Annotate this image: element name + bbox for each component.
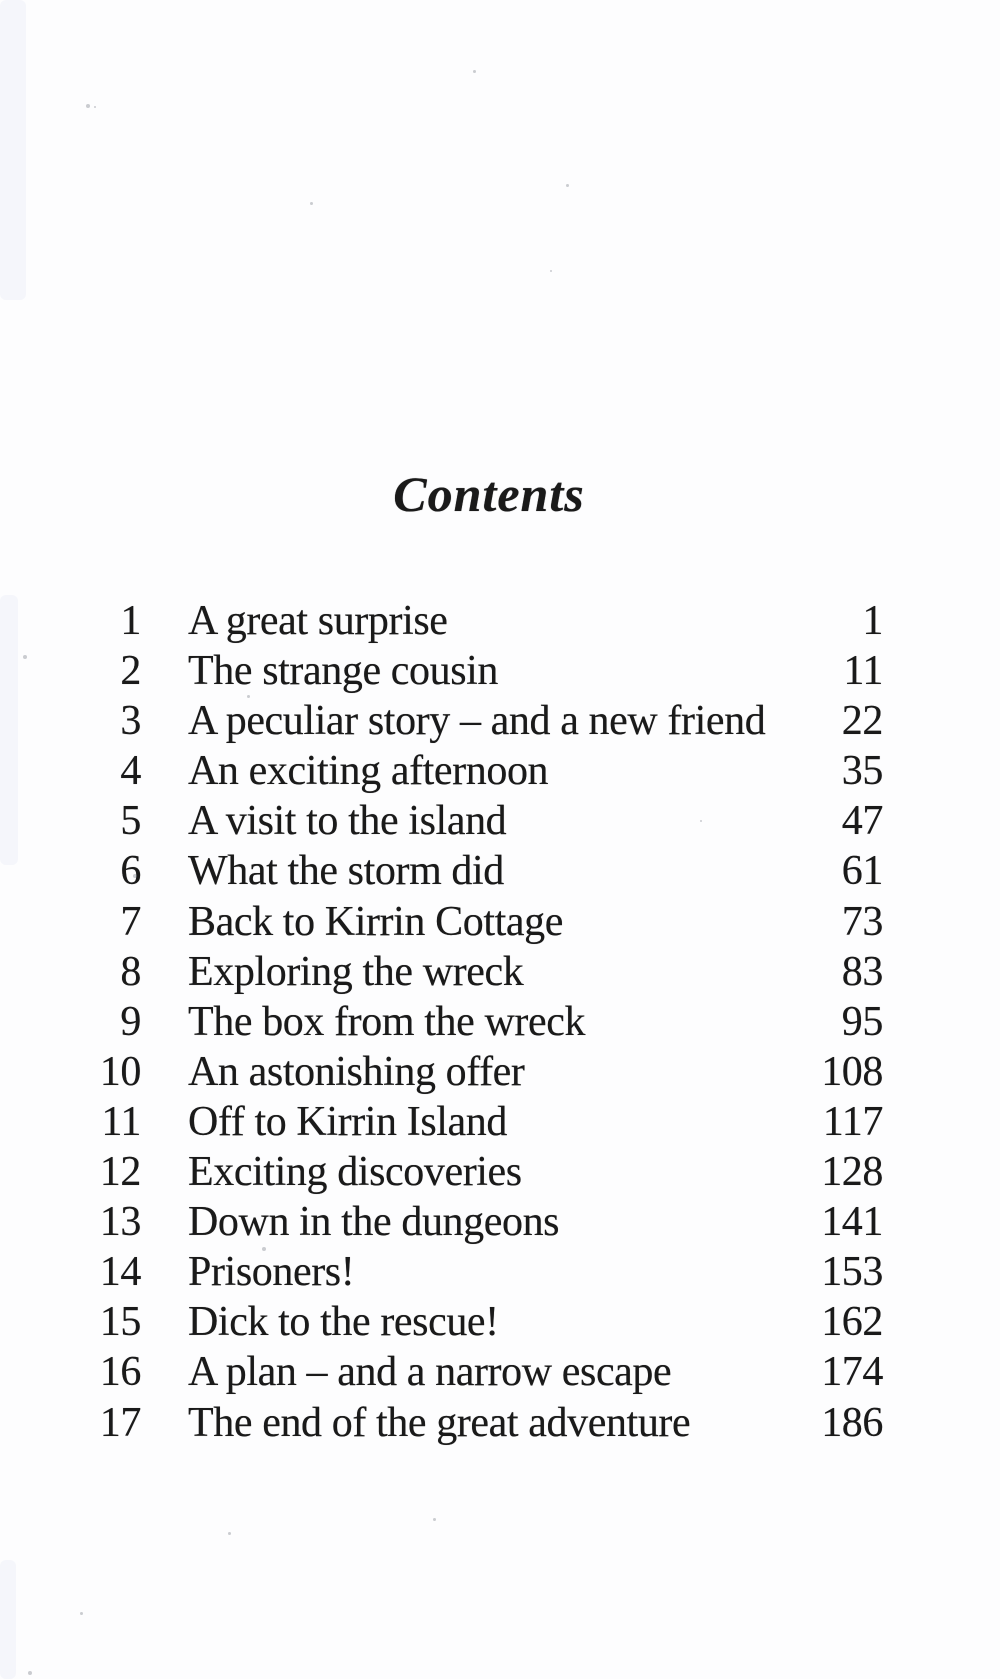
chapter-title: A plan – and a narrow escape [188, 1349, 672, 1396]
toc-row [80, 1297, 883, 1347]
chapter-number: 12 [99, 1149, 141, 1196]
scan-speck [550, 270, 552, 272]
chapter-title: Off to Kirrin Island [188, 1098, 507, 1145]
chapter-number: 3 [120, 698, 141, 745]
chapter-title: The end of the great adventure [188, 1399, 691, 1446]
chapter-title: A peculiar story – and a new friend [188, 698, 766, 745]
chapter-number: 11 [101, 1098, 141, 1145]
chapter-page-number: 83 [841, 948, 883, 995]
toc-row [80, 1147, 883, 1197]
chapter-title: An exciting afternoon [188, 748, 549, 795]
scan-speck [433, 1518, 436, 1521]
toc-row [80, 1247, 883, 1297]
chapter-number: 10 [99, 1048, 141, 1095]
chapter-title: Back to Kirrin Cottage [188, 898, 563, 945]
chapter-page-number: 11 [843, 648, 883, 695]
chapter-number: 15 [99, 1299, 141, 1346]
chapter-page-number: 128 [821, 1149, 883, 1196]
toc-row [80, 746, 883, 796]
toc-row [80, 1398, 883, 1448]
chapter-title: Exploring the wreck [188, 948, 524, 995]
chapter-number: 2 [120, 648, 141, 695]
scan-speck [310, 202, 313, 205]
chapter-number: 9 [120, 998, 141, 1045]
chapter-number: 1 [120, 598, 141, 644]
chapter-page-number: 1 [862, 598, 883, 644]
chapter-number: 8 [120, 948, 141, 995]
table-of-contents [80, 596, 883, 1448]
scan-speck [228, 1532, 231, 1535]
chapter-title: Down in the dungeons [188, 1199, 560, 1246]
chapter-page-number: 153 [821, 1249, 883, 1296]
scan-speck [80, 1612, 83, 1615]
chapter-title: Dick to the rescue! [188, 1299, 499, 1346]
toc-row [80, 846, 883, 896]
scan-speck [28, 1671, 32, 1675]
toc-row [80, 1097, 883, 1147]
toc-row [80, 997, 883, 1047]
scan-speck [94, 106, 96, 108]
toc-row [80, 796, 883, 846]
toc-row [80, 1197, 883, 1247]
chapter-number: 4 [120, 748, 141, 795]
chapter-page-number: 22 [841, 698, 883, 745]
chapter-number: 13 [99, 1199, 141, 1246]
chapter-title: A visit to the island [188, 798, 507, 845]
scan-speck [23, 655, 27, 659]
page-title: Contents [393, 465, 585, 522]
scan-speck [566, 184, 569, 187]
chapter-page-number: 35 [841, 748, 883, 795]
scan-speck [473, 70, 476, 73]
toc-row [80, 897, 883, 947]
scan-smudge [0, 0, 26, 300]
toc-row [80, 947, 883, 997]
toc-row [80, 596, 883, 646]
chapter-title: An astonishing offer [188, 1048, 525, 1095]
chapter-page-number: 174 [821, 1349, 883, 1396]
chapter-title: Prisoners! [188, 1249, 355, 1296]
chapter-title: What the storm did [188, 848, 504, 895]
chapter-number: 5 [120, 798, 141, 845]
scan-smudge [0, 595, 18, 865]
chapter-number: 14 [99, 1249, 141, 1296]
chapter-number: 7 [120, 898, 141, 945]
chapter-page-number: 95 [841, 998, 883, 1045]
chapter-title: A great surprise [188, 598, 448, 644]
chapter-page-number: 162 [821, 1299, 883, 1346]
chapter-number: 6 [120, 848, 141, 895]
toc-row [80, 1347, 883, 1397]
chapter-page-number: 47 [841, 798, 883, 845]
chapter-title: The strange cousin [188, 648, 499, 695]
chapter-page-number: 186 [821, 1399, 883, 1446]
chapter-page-number: 108 [821, 1048, 883, 1095]
toc-row [80, 646, 883, 696]
toc-row [80, 1047, 883, 1097]
chapter-number: 17 [99, 1399, 141, 1446]
chapter-page-number: 73 [841, 898, 883, 945]
chapter-page-number: 141 [821, 1199, 883, 1246]
chapter-number: 16 [99, 1349, 141, 1396]
chapter-title: Exciting discoveries [188, 1149, 522, 1196]
scan-speck [86, 104, 90, 108]
chapter-page-number: 61 [841, 848, 883, 895]
scan-smudge [0, 1560, 16, 1679]
chapter-title: The box from the wreck [188, 998, 586, 1045]
toc-row [80, 696, 883, 746]
chapter-page-number: 117 [822, 1098, 883, 1145]
